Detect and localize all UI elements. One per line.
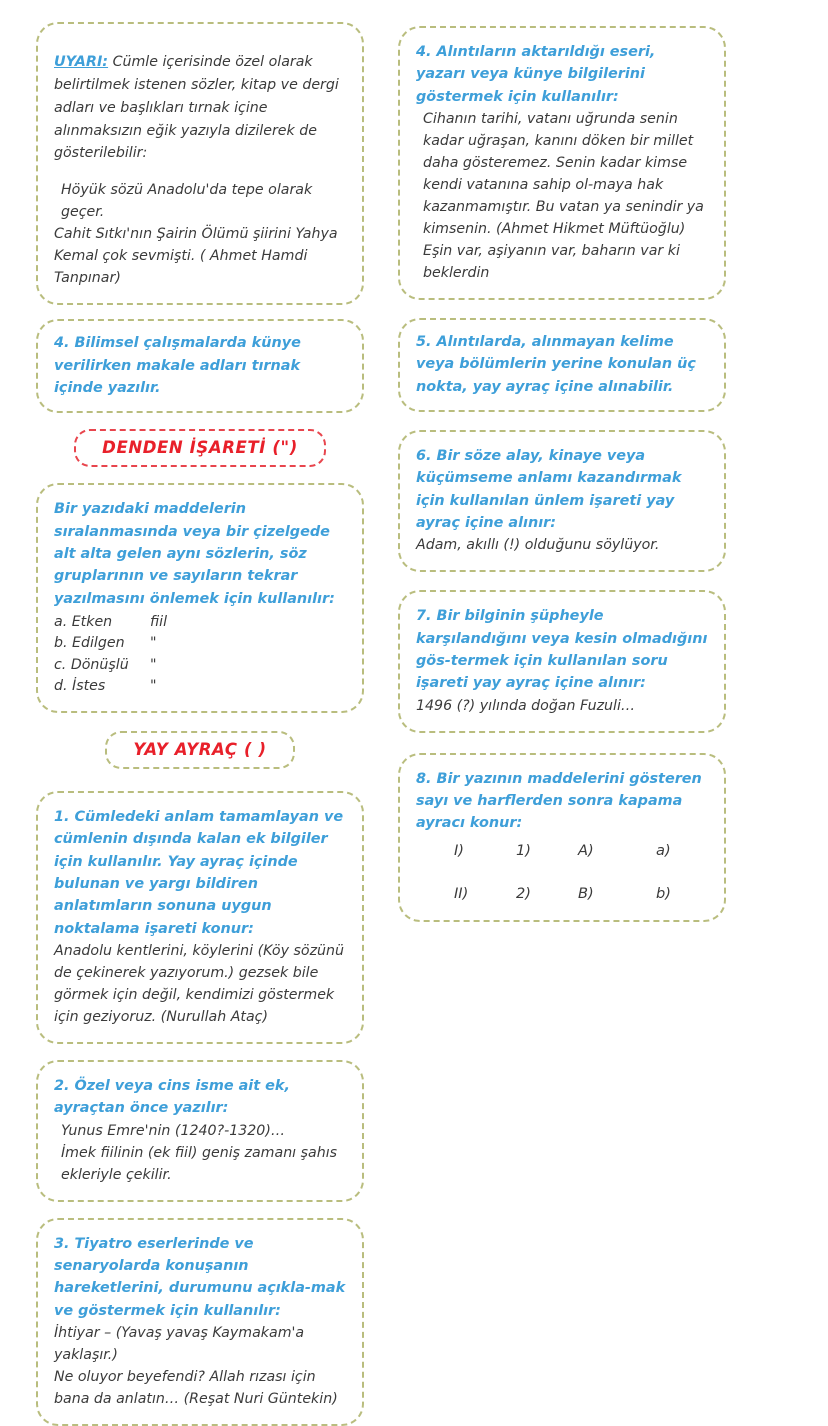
ditto-item-label: d. İstes	[54, 677, 106, 694]
enumerator-grid	[416, 842, 708, 902]
paren-heading-wrap	[36, 731, 364, 769]
paren-rule-6-example-1: Adam, akıllı (!) olduğunu söylüyor.	[416, 537, 660, 554]
warning-note-card	[36, 22, 364, 305]
enumerator-cell: 2)	[516, 884, 531, 902]
ditto-rule-card	[36, 483, 364, 713]
paren-rule-2-example-2: İmek fiilinin (ek fiil) geniş zamanı şahıs ekleriyle çekilir.	[61, 1144, 338, 1183]
warning-note-label: UYARI:	[54, 54, 109, 71]
paren-rule-7-text: 7. Bir bilginin şüpheyle karşılandığını veya kesin olmadığını gös-termek için kullanılan soru işareti yay ayraç içine alınır:	[416, 608, 708, 692]
paren-rule-7-card	[398, 590, 726, 732]
paren-rule-1-example-1: Anadolu kentlerini, köylerini (Köy sözünü de çekinerek yazıyorum.) gezsek bile görmek için değil, kendimizi göstermek için geziyoruz. (Nurullah Ataç)	[54, 943, 345, 1026]
warning-note-body: Cümle içerisinde özel olarak belirtilmek istenen sözler, kitap ve dergi adları ve başlıkları tırnak içine alınmaksızın eğik yazıyla dizilerek de gösterilebilir:	[54, 54, 339, 162]
paren-rule-5-text: 5. Alıntılarda, alınmayan kelime veya bölümlerin yerine konulan üç nokta, yay ayraç içine alınabilir.	[416, 333, 696, 395]
ditto-item-label: a. Etken	[54, 613, 113, 630]
quote-rule-4-text: 4. Bilimsel çalışmalarda künye verilirken makale adları tırnak içinde yazılır.	[54, 335, 301, 396]
enumerator-cell: II)	[454, 884, 469, 902]
ditto-heading-wrap	[36, 429, 364, 467]
ditto-example-list	[54, 612, 346, 697]
right-column	[398, 22, 726, 922]
paren-rule-8-text: 8. Bir yazının maddelerini gösteren sayı ve harflerden sonra kapama ayracı konur:	[416, 770, 702, 832]
enumerator-cell: B)	[578, 884, 594, 902]
enumerator-cell: I)	[454, 841, 464, 859]
paren-rule-2-card	[36, 1060, 364, 1202]
paren-rule-8-card	[398, 753, 726, 922]
left-column	[36, 22, 364, 1426]
quote-rule-4-card	[36, 319, 364, 413]
list-item	[54, 633, 346, 654]
warning-note-text	[54, 51, 346, 165]
paren-rule-6-text: 6. Bir söze alay, kinaye veya küçümseme anlamı kazandırmak için kullanılan ünlem işareti yay ayraç içine alınır:	[416, 447, 682, 531]
paren-rule-6-card	[398, 430, 726, 572]
warning-note-example-2: Cahit Sıtkı'nın Şairin Ölümü şiirini Yahya Kemal çok sevmişti. ( Ahmet Hamdi Tanpınar)	[54, 226, 338, 287]
enumerator-cell: b)	[656, 884, 671, 902]
ditto-rule-text: Bir yazıdaki maddelerin sıralanmasında veya bir çizelgede alt alta gelen aynı sözlerin, söz gruplarının ve sayıların tekrar yazılmasını önlemek için kullanılır:	[54, 501, 335, 607]
paren-rule-3-card	[36, 1218, 364, 1426]
warning-note-example-1: Höyük sözü Anadolu'da tepe olarak geçer.	[61, 182, 313, 221]
list-item	[54, 676, 346, 697]
ditto-item-label: c. Dönüşlü	[54, 656, 129, 673]
ditto-item-mark: "	[150, 656, 157, 673]
paren-rule-2-text: 2. Özel veya cins isme ait ek, ayraçtan önce yazılır:	[54, 1078, 290, 1117]
paren-rule-3-example-2: Ne oluyor beyefendi? Allah rızası için bana da anlatın… (Reşat Nuri Güntekin)	[54, 1369, 338, 1408]
ditto-item-mark: "	[150, 635, 157, 652]
parenthesis-heading: YAY AYRAÇ ( )	[105, 731, 294, 769]
ditto-item-mark: fiil	[150, 613, 168, 630]
paren-rule-3-text: 3. Tiyatro eserlerinde ve senaryolarda konuşanın hareketlerini, durumunu açıkla-mak ve göstermek için kullanılır:	[54, 1235, 346, 1319]
list-item	[54, 655, 346, 676]
enumerator-cell: 1)	[516, 841, 531, 859]
list-item	[54, 612, 346, 633]
enumerator-cell: A)	[578, 841, 594, 859]
paren-rule-4-card	[398, 26, 726, 300]
ditto-item-mark: "	[150, 677, 157, 694]
paren-rule-4-example-1: Cihanın tarihi, vatanı uğrunda senin kadar uğraşan, kanını döken bir millet daha gösteremez. Senin kadar kimse kendi vatanına sahip ol-maya hak kazanmamıştır. Bu vatan ya senindir ya kimsenin. (Ahmet Hikmet Müftüoğlu)	[423, 110, 704, 237]
paren-rule-4-example-2: Eşin var, aşiyanın var, baharın var ki beklerdin	[423, 242, 680, 281]
paren-rule-2-example-1: Yunus Emre'nin (1240?-1320)…	[61, 1122, 286, 1139]
ditto-item-label: b. Edilgen	[54, 635, 125, 652]
enumerator-cell: a)	[656, 841, 671, 859]
paren-rule-1-card	[36, 791, 364, 1044]
paren-rule-5-card	[398, 318, 726, 412]
paren-rule-1-text: 1. Cümledeki anlam tamamlayan ve cümlenin dışında kalan ek bilgiler için kullanılır. Yay ayraç içinde bulunan ve yargı bildiren anlatımların sonuna uygun noktalama işareti konur:	[54, 809, 344, 937]
paren-rule-3-example-1: İhtiyar – (Yavaş yavaş Kaymakam'a yaklaşır.)	[54, 1325, 305, 1364]
ditto-mark-heading: DENDEN İŞARETİ (")	[74, 429, 326, 467]
paren-rule-4-text: 4. Alıntıların aktarıldığı eseri, yazarı veya künye bilgilerini göstermek için kullanılır:	[416, 44, 656, 105]
paren-rule-7-example-1: 1496 (?) yılında doğan Fuzuli…	[416, 697, 636, 714]
